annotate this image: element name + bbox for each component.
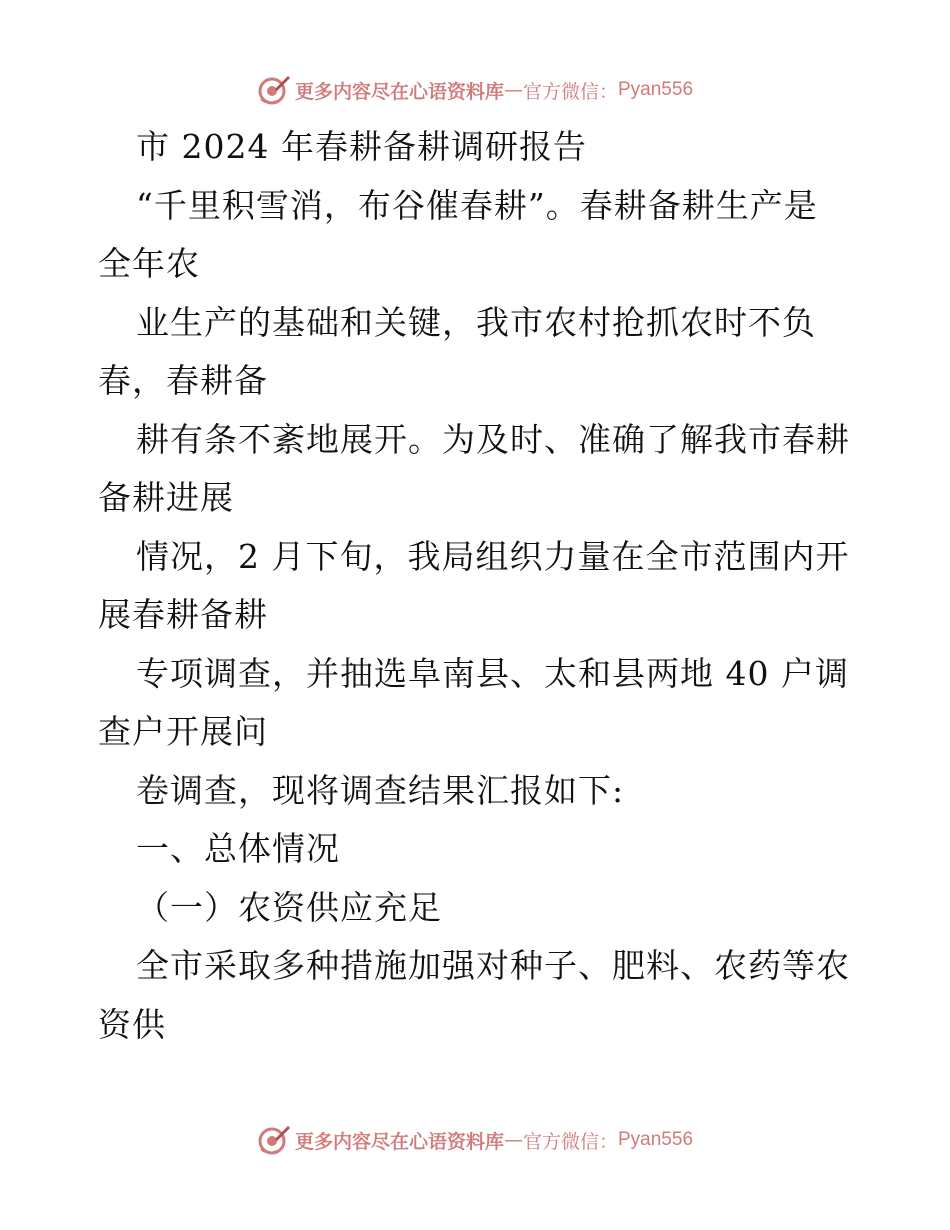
doc-line: 全年农 xyxy=(98,244,200,283)
banner-wechat-label: 官方微信： xyxy=(522,80,618,103)
doc-line: 查户开展问 xyxy=(98,712,268,751)
doc-line: 全市采取多种措施加强对种子、肥料、农药等农 xyxy=(136,946,850,985)
banner-wechat-id: Pyan556 xyxy=(618,79,694,100)
doc-line: 专项调查，并抽选阜南县、太和县两地 40 户调 xyxy=(136,653,849,693)
pen-logo-icon xyxy=(257,1123,291,1157)
doc-line: 耕有条不紊地展开。为及时、准确了解我市春耕 xyxy=(136,419,850,459)
footer-banner xyxy=(0,1120,950,1160)
doc-line: 备耕进展 xyxy=(98,478,234,517)
banner-wechat-label: 官方微信： xyxy=(522,1130,618,1153)
doc-line: 资供 xyxy=(98,1004,166,1044)
doc-line: 春，春耕备 xyxy=(98,361,268,400)
banner-title: 更多内容尽在心语资料库 xyxy=(294,80,504,103)
banner-title: 更多内容尽在心语资料库 xyxy=(294,1130,504,1153)
doc-line: 卷调查，现将调查结果汇报如下: xyxy=(136,770,625,810)
doc-line: 展春耕备耕 xyxy=(98,595,268,634)
banner-wechat-id: Pyan556 xyxy=(618,1129,694,1150)
header-banner xyxy=(0,70,950,110)
banner-separator: — xyxy=(503,1129,523,1151)
document-body xyxy=(98,118,858,1054)
subsection-heading: （一）农资供应充足 xyxy=(136,887,442,927)
doc-line: 业生产的基础和关键，我市农村抢抓农时不负 xyxy=(136,302,816,342)
banner-separator: — xyxy=(503,79,523,101)
doc-line: “千里积雪消，布谷催春耕”。春耕备耕生产是 xyxy=(136,185,818,225)
pen-logo-icon xyxy=(257,73,291,107)
doc-title: 市 2024 年春耕备耕调研报告 xyxy=(136,127,587,166)
doc-line: 情况，2 月下旬，我局组织力量在全市范围内开 xyxy=(136,536,850,576)
section-heading: 一、总体情况 xyxy=(136,829,340,868)
